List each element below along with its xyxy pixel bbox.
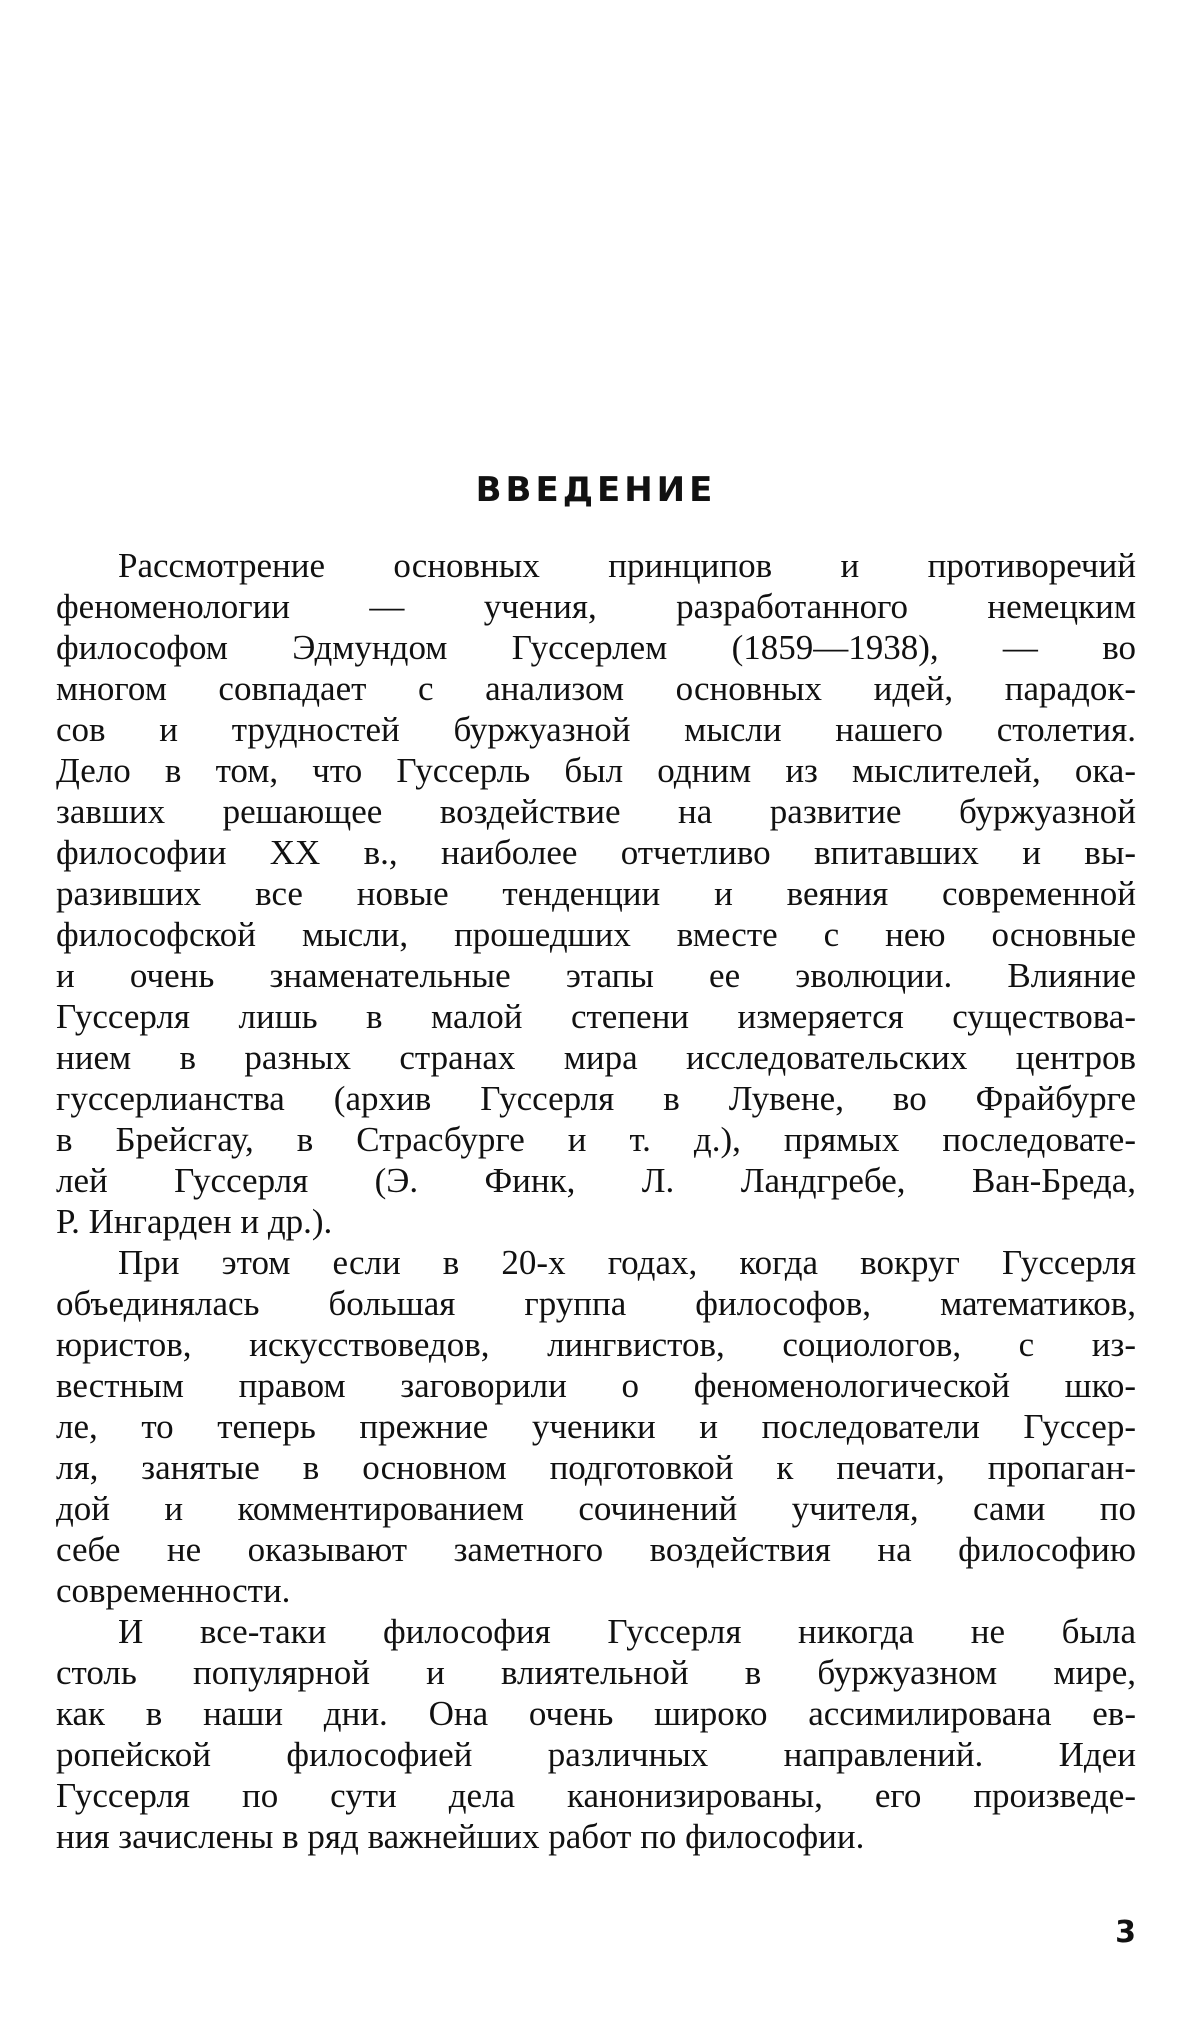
book-page [56, 0, 1136, 2017]
text-line: философии XX в., наиболее отчетливо впитавших и вы- [56, 833, 1136, 872]
text-line: многом совпадает с анализом основных идей, парадок- [56, 669, 1136, 708]
text-line: дой и комментированием сочинений учителя, сами по [56, 1489, 1136, 1528]
text-line: и очень знаменательные этапы ее эволюции. Влияние [56, 956, 1136, 995]
text-line: ле, то теперь прежние ученики и последователи Гуссер- [56, 1407, 1136, 1446]
body-text [56, 545, 1136, 1857]
text-line: современности. [56, 1571, 291, 1610]
text-line: Гуссерля лишь в малой степени измеряется существова- [56, 997, 1136, 1036]
paragraph [56, 1242, 1136, 1611]
text-line: гуссерлианства (архив Гуссерля в Лувене, во Фрайбурге [56, 1079, 1136, 1118]
text-line: лей Гуссерля (Э. Финк, Л. Ландгребе, Ван-Бреда, [56, 1161, 1136, 1200]
paragraph [56, 545, 1136, 1242]
text-line: вестным правом заговорили о феноменологической шко- [56, 1366, 1136, 1405]
text-line: феноменологии — учения, разработанного немецким [56, 587, 1136, 626]
text-line: философской мысли, прошедших вместе с нею основные [56, 915, 1136, 954]
text-line: ния зачислены в ряд важнейших работ по философии. [56, 1817, 865, 1856]
text-line: Гуссерля по сути дела канонизированы, его произведе- [56, 1776, 1136, 1815]
text-line: нием в разных странах мира исследовательских центров [56, 1038, 1136, 1077]
text-line: завших решающее воздействие на развитие буржуазной [56, 792, 1136, 831]
text-line: разивших все новые тенденции и веяния современной [56, 874, 1136, 913]
text-line: сов и трудностей буржуазной мысли нашего столетия. [56, 710, 1136, 749]
text-line: в Брейсгау, в Страсбурге и т. д.), прямых последовате- [56, 1120, 1136, 1159]
text-line: столь популярной и влиятельной в буржуазном мире, [56, 1653, 1136, 1692]
text-line: При этом если в 20-х годах, когда вокруг Гуссерля [118, 1243, 1136, 1282]
text-line: Рассмотрение основных принципов и противоречий [118, 546, 1136, 585]
paragraph [56, 1611, 1136, 1857]
chapter-title: ВВЕДЕНИЕ [475, 470, 717, 510]
page-number: 3 [1115, 1915, 1136, 1950]
text-line: объединялась большая группа философов, математиков, [56, 1284, 1136, 1323]
text-line: философом Эдмундом Гуссерлем (1859—1938), — во [56, 628, 1136, 667]
text-line: Р. Ингарден и др.). [56, 1202, 333, 1241]
text-line: ля, занятые в основном подготовкой к печати, пропаган- [56, 1448, 1136, 1487]
text-line: себе не оказывают заметного воздействия на философию [56, 1530, 1136, 1569]
text-line: как в наши дни. Она очень широко ассимилирована ев- [56, 1694, 1136, 1733]
text-line: Дело в том, что Гуссерль был одним из мыслителей, ока- [56, 751, 1136, 790]
text-line: ропейской философией различных направлений. Идеи [56, 1735, 1136, 1774]
text-line: юристов, искусствоведов, лингвистов, социологов, с из- [56, 1325, 1136, 1364]
text-line: И все-таки философия Гуссерля никогда не была [118, 1612, 1136, 1651]
